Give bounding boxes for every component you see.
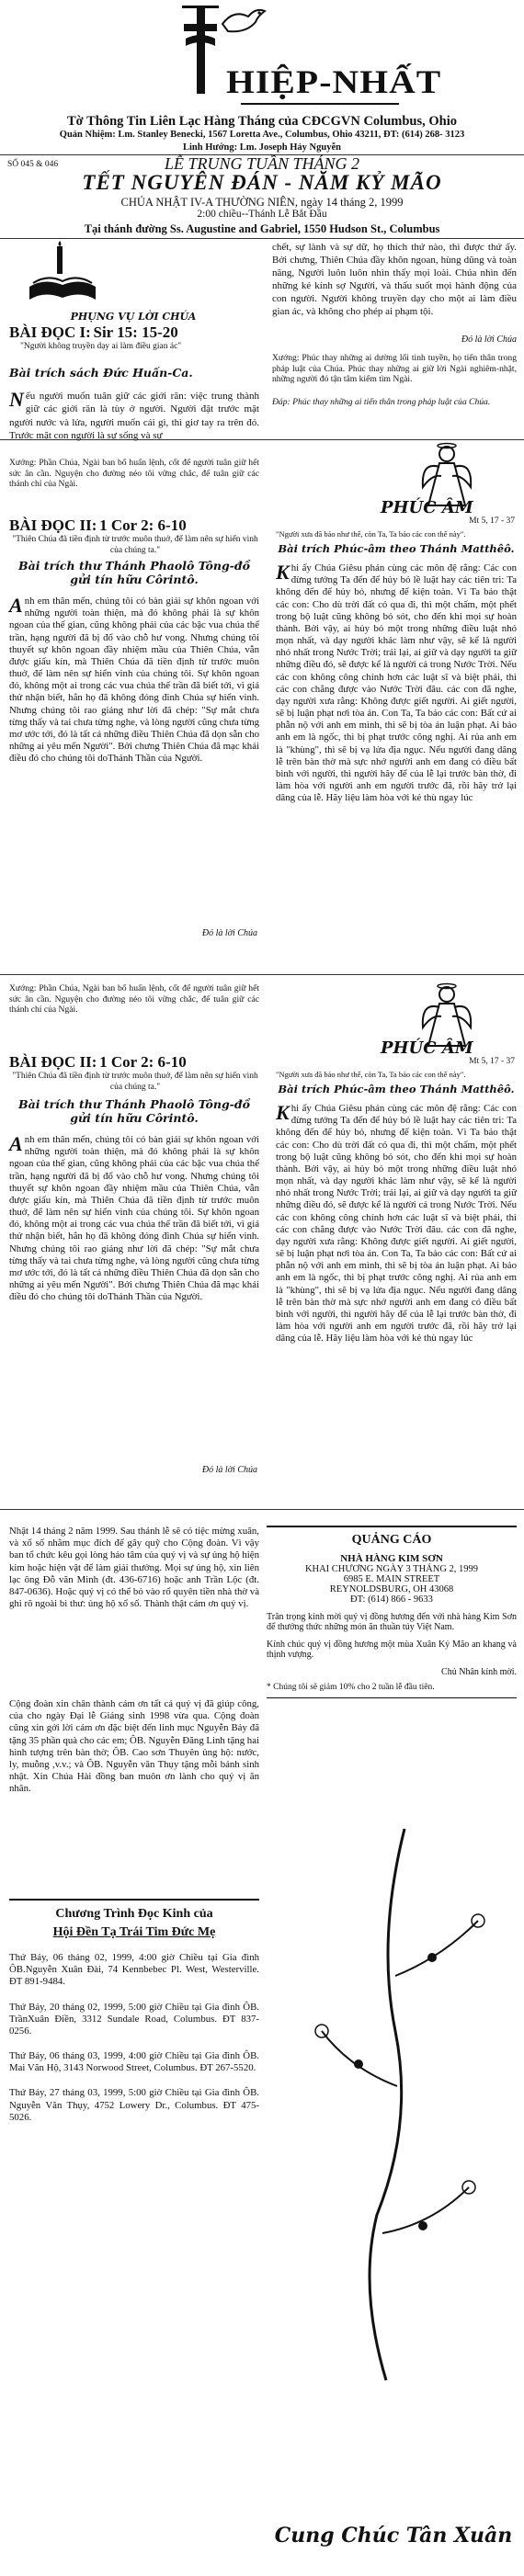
psalm1-text: Phúc thay những ai dường lối tinh tuyền, họ tiến thân trong pháp luật của Chúa. Phúc thay những ai giữ lời Ngài nghiêm-nhặt, những người đó tận tâm kiếm tìm Ngài.	[272, 353, 517, 384]
gospel2-ref: Mt 5, 17 - 37	[469, 1057, 515, 1066]
psalm1	[272, 353, 517, 385]
ad-body1: Trân trọng kính mời quý vị đồng hương đến với nhà hàng Kim Sơn để thưởng thức những món ăn thuần túy Việt Nam.	[267, 1612, 517, 1632]
gospel1-ref: Mt 5, 17 - 37	[469, 516, 515, 526]
reading2-intro: Bài trích thư Thánh Phaolô Tông-đồ gửi tín hữu Côrintô.	[18, 559, 250, 587]
feast-subtitle: LỄ TRUNG TUẦN THÁNG 2	[164, 154, 360, 173]
gospel2-intro: Bài trích Phúc-âm theo Thánh Matthêô.	[278, 1083, 515, 1095]
reading1-header	[9, 323, 262, 343]
reading2-ref: 1 Cor 2: 6-10	[99, 516, 187, 534]
ad-street: 6985 E. MAIN STREET	[343, 1574, 440, 1584]
reading2-signature: Đó là lời Chúa	[201, 928, 257, 938]
reading3-intro: Bài trích thư Thánh Phaolô Tông-đồ gửi tín hữu Côrintô.	[18, 1097, 250, 1126]
ad-opening: KHAI CHƯƠNG NGÀY 3 THÁNG 2, 1999	[304, 1564, 479, 1574]
rosary-item: Thứ Bảy, 06 tháng 02, 1999, 4:00 giờ Chiều tại Gia đình ÔB.Nguyễn Xuân Đài, 74 Kennbebec Pl. West, Westerville. ĐT 891-9484.	[9, 1952, 259, 1988]
ad-phone: ĐT: (614) 866 - 9633	[350, 1594, 433, 1605]
gospel1-quote: "Người xưa đã bảo như thế, còn Ta, Ta bảo các con thế này".	[276, 529, 466, 539]
gospel1-title: PHÚC ÂM	[381, 498, 473, 517]
masthead	[0, 0, 524, 153]
ad-bottom-rule	[267, 1697, 517, 1698]
reading2-header	[9, 516, 262, 536]
psalm2	[9, 458, 259, 490]
ad-body2: Kính chúc quý vị đồng hương một mùa Xuân Kỷ Mão an khang và thịnh vượng.	[267, 1640, 517, 1660]
bible-candle-icon	[26, 241, 99, 309]
reading1-body: Nếu người muốn tuân giữ các giới răn: việc trung thành giữ các giới răn là tùy ở người. Người đặt trước mặt người nước và lửa, người muốn cái gì, thì giơ tay ra trên đó. Trước mặt con người là sự sống và sự	[9, 388, 259, 441]
contact-line: Quản Nhiệm: Lm. Stanley Benecki, 1567 Loretta Ave., Columbus, Ohio 43211, ĐT: (614) 268- 3123	[59, 130, 465, 140]
dove-icon	[219, 4, 267, 40]
rosary-title2: Hội Đền Tạ Trái Tim Đức Mẹ	[52, 1925, 216, 1939]
rosary-item: Thứ Bảy, 27 tháng 03, 1999, 5:00 giờ Chiều tại Gia đình ÔB. Nguyễn Văn Thụy, 4752 Lowery Dr., Columbus. ĐT 475-5026.	[9, 2087, 259, 2123]
rosary-item: Thứ Bảy, 20 tháng 02, 1999, 5:00 giờ Chiều tại Gia đình ÔB. TrầnXuân Điền, 3312 Sundale Road, Columbus. ĐT 837-0256.	[9, 2001, 259, 2037]
spiritual-director-line: Linh Hướng: Lm. Joseph Hảy Nguyễn	[183, 142, 341, 153]
feast-title: TẾT NGUYÊN ĐÁN - NĂM KỶ MÃO	[82, 171, 442, 194]
reading1-intro: Bài trích sách Đức Huấn-Ca.	[9, 366, 193, 380]
rosary-item: Thứ Bảy, 06 tháng 03, 1999, 4:00 giờ Chiều tại Gia đình ÔB. Mai Văn Hộ, 3143 Norwood Street, Columbus. ĐT 267-5520.	[9, 2050, 259, 2074]
psalm1-reply: Đáp: Phúc thay những ai tiến thân trong pháp luật của Chúa.	[272, 397, 491, 407]
section2-divider	[0, 974, 524, 975]
reading3-quote: "Thiên Chúa đã tiền định từ trước muôn thuở, để làm nên sự hiển vinh của chúng ta."	[12, 1072, 258, 1092]
psalm2-text: Phần Chúa, Ngài ban bố huấn lệnh, cốt để người tuân giữ hết sức ân cần. Nguyện cho đường nẻo tôi vững chắc, để tuân giữ các thánh chỉ của Ngài.	[9, 458, 259, 489]
psalm1-label: Xướng:	[272, 353, 300, 363]
cross-logo-icon	[180, 6, 221, 94]
rosary-top-rule	[9, 1899, 259, 1901]
tagline: Tờ Thông Tin Liên Lạc Hàng Tháng của CĐCGVN Columbus, Ohio	[67, 114, 457, 129]
psalm3-text: Phần Chúa, Ngài ban bố huấn lệnh, cốt để người tuân giữ hết sức ân cần. Nguyện cho đường nẻo tôi vững chắc, để tuân giữ các thánh chỉ của Ngài.	[9, 983, 259, 1015]
reading3-signature: Đó là lời Chúa	[201, 1465, 257, 1475]
title-underline	[241, 103, 399, 105]
feast-date: CHÚA NHẬT IV-A THƯỜNG NIÊN, ngày 14 tháng 2, 1999	[120, 196, 404, 209]
newsletter-title: HIỆP-NHẤT	[226, 63, 442, 100]
reading1-ref: Sir 15: 15-20	[93, 323, 178, 341]
reading2-quote: "Thiên Chúa đã tiền định từ trước muôn thuở, để làm nên sự hiển vinh của chúng ta."	[12, 535, 258, 555]
reading1-signature: Đó là lời Chúa	[461, 335, 517, 345]
reading3-heading: BÀI ĐỌC II:	[9, 1053, 97, 1071]
psalm2-label: Xướng:	[9, 458, 37, 468]
rosary-title1: Chương Trình Đọc Kinh của	[55, 1907, 213, 1921]
announcement-body2: Cộng đoàn xin chân thành cám ơn tất cả quý vị đã giúp công, của cho ngày Đại lễ Giáng sinh 1998 vừa qua. Cộng đoàn cũng xin gởi lời cám ơn đặc biệt đến linh mục Nguyễn Bảy đã tặng 35 phần quà cho các em; ÔB. Nguyễn Đăng Linh tặng hai hình tượng trên bàn thờ; ÔB. Cao sơn Thuyên ủng hộ: nước, ly, muỗng ,v.v.; và ÔB. Nguyễn văn Thụy tặng mỗi bánh sinh nhật. Xin Chúa Hài đồng ban muôn ơn lành cho quý vị ăn nhân.	[9, 1698, 259, 1795]
reading1-heading: BÀI ĐỌC I:	[9, 323, 91, 341]
ad-box	[267, 1526, 517, 1698]
psalm3-label: Xướng:	[9, 983, 37, 993]
liturgy-caption: PHỤNG VỤ LỜI CHÚA	[70, 311, 197, 323]
gospel2-title: PHÚC ÂM	[381, 1038, 473, 1058]
reading3-ref: 1 Cor 2: 6-10	[99, 1053, 187, 1071]
rosary-list	[9, 1952, 259, 2124]
plum-blossom-icon	[294, 1792, 515, 2435]
ad-title: QUẢNG CÁO	[351, 1533, 432, 1547]
gospel2-quote: "Người xưa đã bảo như thế, còn Ta, Ta bảo các con thế này".	[276, 1070, 466, 1079]
reading3-body: Anh em thân mến, chúng tôi có bàn giải sự khôn ngoan với những người toàn thiện, mà đó không phải là sự khôn ngoan của thế gian, cũng không phải của các bậc vua chúa thế trần, hạng người đã bị đổ vào chỗ hư vong. Nhưng chúng tôi thuyết sự khôn ngoan đầy nhiệm mầu của Thiên Chúa, vẫn được giấu kín, mà Thiên Chúa đã tiền định từ trước muôn thuở, để làm nên sự hiển vinh của chúng tôi. Sự khôn ngoan đó, không một ai trong các vua chúa thế trần đã biết tới, vì giá thử nhận biết, hẳn họ đã không đóng đinh Chúa sự hiển vinh. Nhưng chúng tôi rao giảng như lời đã chép: "Sự mắt chưa từng thấy và tai chưa từng nghe, và lòng người cũng chưa từng mơ ước tới, đó là tất cả những điều Thiên Chúa đã dọn sẵn cho những ai yêu mến Người". Bởi chưng Thiên Chúa đã mạc khải điều đó cho chúng tôi doThánh Thần của Người.	[9, 1132, 259, 1303]
mass-location: Tại thánh đường Ss. Augustine and Gabriel, 1550 Hudson St., Columbus	[84, 222, 440, 235]
mass-time: 2:00 chiều--Thánh Lễ Bắt Đầu	[197, 209, 327, 220]
reading3-header	[9, 1053, 262, 1072]
gospel1-body: Khi ấy Chúa Giêsu phán cùng các môn đệ rằng: Các con đừng tưởng Ta đến để hủy bỏ lề luật hay các tiên tri: Ta không đến để hủy bỏ, nhưng để kiện toàn. Vì Ta bảo thật các con: Cho dù trời đất có qua đi, thì một chấm, một phết trong bộ luật cũng không bỏ sót, cho đến khi mọi sự hoàn thành. Bởi vậy, ai hủy bỏ một trong những điều luật nhỏ mọn nhất, và dạy người khác làm như vậy, sẽ kể là người nhỏ nhất trong Nước Trời; trái lại, ai giữ và dạy người ta giữ những điều đó, sẽ được kể là người cả trong Nước Trời. Nếu các con không công chính hơn các luật sĩ và biệt phái, thì các con chẳng được vào Nước Trời đâu. các con đã nghe, dạy người xưa rằng: Không được giết người. Ai giết người, sẽ bị luận phạt nơi tòa án. Con Ta, Ta bảo các con: Bất cứ ai phẫn nộ với anh em mình, thì sẽ bị tòa án luận phạt. Ai bảo anh em là ngốc, thì bị phạt trước công nghị. Ai rủa anh em là "khùng", thì sẽ bị vạ lửa địa ngục. Nếu người đang dâng lễ trên bàn thờ mà sực nhớ người anh em đang có điều bất bình với người, thì người hãy để của lễ lại trước bàn thờ, đi làm hòa với người anh em người trước đã, rồi hãy trở lại dâng của lễ. Hãy liệu làm hòa với kẻ thù ngay lúc	[276, 561, 517, 804]
feast-divider	[0, 238, 524, 239]
restaurant-name: NHÀ HÀNG KIM SƠN	[340, 1553, 443, 1564]
gospel2-body: Khi ấy Chúa Giêsu phán cùng các môn đệ rằng: Các con đừng tưởng Ta đến để hủy bỏ lề luật hay các tiên tri: Ta không đến để hủy bỏ, nhưng để kiện toàn. Vì Ta bảo thật các con: Cho dù trời đất có qua đi, thì một chấm, một phết trong bộ luật cũng không bỏ sót, cho đến khi mọi sự hoàn thành. Bởi vậy, ai hủy bỏ một trong những điều luật nhỏ mọn nhất, và dạy người khác làm như vậy, sẽ kể là người nhỏ nhất trong Nước Trời; trái lại, ai giữ và dạy người ta giữ những điều đó, sẽ được kể là người cả trong Nước Trời. Nếu các con không công chính hơn các luật sĩ và biệt phái, thì các con chẳng được vào Nước Trời đâu. các con đã nghe, dạy người xưa rằng: Không được giết người. Ai giết người, sẽ bị luận phạt nơi tòa án. Con Ta, Ta bảo các con: Bất cứ ai phẫn nộ với anh em mình, thì sẽ bị tòa án luận phạt. Ai bảo anh em là ngốc, thì bị phạt trước công nghị. Ai rủa anh em là "khùng", thì sẽ bị vạ lửa địa ngục. Nếu người đang dâng lễ trên bàn thờ mà sực nhớ người anh em đang có điều bất bình với người, thì người hãy để của lễ lại trước bàn thờ, đi làm hòa với người anh em người trước đã, rồi hãy trở lại dâng của lễ. Hãy liệu làm hòa với kẻ thù ngay lúc	[276, 1101, 517, 1345]
ad-note: * Chúng tôi sẽ giảm 10% cho 2 tuần lễ đầu tiên.	[267, 1683, 435, 1692]
ad-top-rule	[267, 1526, 517, 1527]
psalm3	[9, 983, 259, 1016]
reading2-body: Anh em thân mến, chúng tôi có bàn giải sự khôn ngoan với những người toàn thiện, mà đó không phải là sự khôn ngoan của thế gian, cũng không phải của các bậc vua chúa thế trần, hạng người đã bị đổ vào chỗ hư vong. Nhưng chúng tôi thuyết sự khôn ngoan đầy nhiệm mầu của Thiên Chúa, vẫn được giấu kín, mà Thiên Chúa đã tiền định từ trước muôn thuở, để làm nên sự hiển vinh của chúng tôi. Sự khôn ngoan đó, không một ai trong các vua chúa thế trần đã biết tới, vì giá thử nhận biết, hẳn họ đã không đóng đinh Chúa sự hiển vinh. Nhưng chúng tôi rao giảng như lời đã chép: "Sự mắt chưa từng thấy và tai chưa từng nghe, và lòng người cũng chưa từng mơ ước tới, đó là tất cả những điều Thiên Chúa đã dọn sẵn cho những ai yêu mến Người". Bởi chưng Thiên Chúa đã mạc khải điều đó cho chúng tôi doThánh Thần của Người.	[9, 594, 259, 765]
section1-divider	[0, 439, 524, 440]
reading2-heading: BÀI ĐỌC II:	[9, 516, 97, 534]
ad-city: REYNOLDSBURG, OH 43068	[329, 1584, 454, 1594]
reading1-continued: chết, sự lành và sự dữ, họ thích thứ nào, thì được thứ ấy. Bởi chưng, Thiên Chúa đầy khôn ngoan, hùng dũng và toàn năng, Người luôn luôn nhìn thấy mọi loài. Chúa nhìn đến những kẻ kính sợ Người, và thấu suốt mọi hành động của con người. Người không truyền dạy cho một ai làm điều gian ác, và không cho phép ai phạm tội.	[272, 242, 517, 318]
issue-number: SỐ 045 & 046	[7, 160, 59, 169]
new-year-banner: Cung Chúc Tân Xuân	[274, 2524, 513, 2548]
gospel1-intro: Bài trích Phúc-âm theo Thánh Matthêô.	[278, 542, 515, 555]
announcement-body1: Nhật 14 tháng 2 năm 1999. Sau thánh lễ sẽ có tiệc mừng xuân, và xổ số nhằm mục đích để gây quỹ cho Cộng đoàn. Vì vậy ban tổ chức kêu gọi lòng hảo tâm của quý vị và sự ủng hộ hiện kim hoặc hiện vật để làm giải thưởng. Mọi sự ủng hộ, xin liên lạc ông Đỗ văn Minh (đt. 436-6716) hoặc anh Trần Lộc (đt. 847-0636). Hoặc quý vị có thể bỏ vào rổ quyên tiền nhà thờ và ghi rõ ngoài bì thư: ủng hộ xổ số. Thành thật cám ơn quý vị.	[9, 1526, 259, 1610]
reading1-quote: "Người không truyền dạy ai làm điều gian ác"	[20, 342, 182, 351]
ad-sign: Chủ Nhân kính mời.	[441, 1667, 517, 1677]
section3-divider	[0, 1509, 524, 1510]
